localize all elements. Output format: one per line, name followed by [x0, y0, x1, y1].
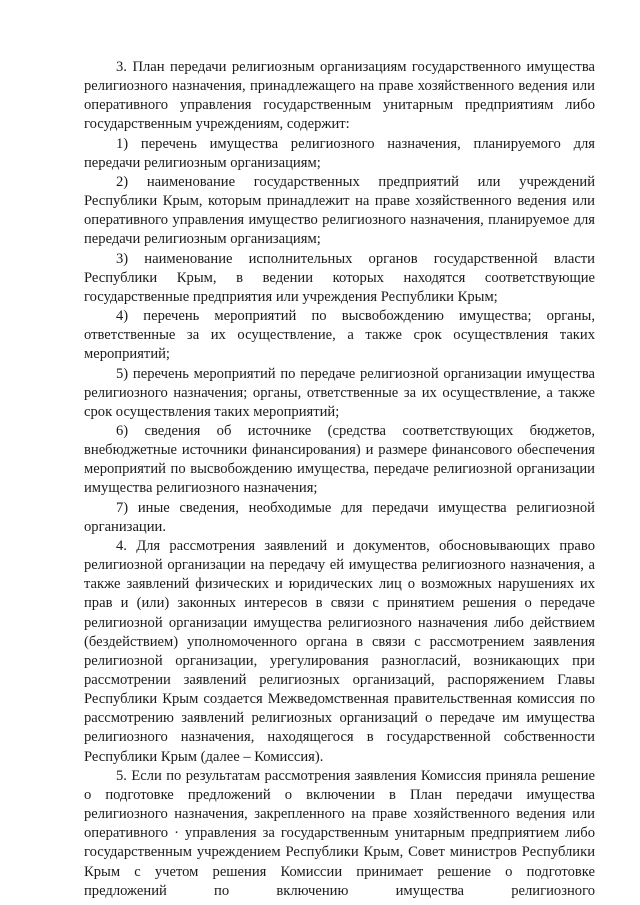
list-item-7: 7) иные сведения, необходимые для передачи имущества религиозной организации.	[84, 499, 595, 535]
paragraph-3: 3. План передачи религиозным организациям государственного имущества религиозного назначения, принадлежащего на праве хозяйственного ведения или оперативного управления государственным унитарным предприятиям либо государственным учреждениям, содержит:	[84, 59, 595, 133]
document-page	[84, 58, 595, 901]
list-item-1: 1) перечень имущества религиозного назначения, планируемого для передачи религиозным организациям;	[84, 135, 595, 171]
paragraph-4: 4. Для рассмотрения заявлений и документов, обосновывающих право религиозной организации на передачу ей имущества религиозного назначения, а также заявлений физических и юридических лиц о возможных нарушениях их прав и (или) законных интересов в связи с принятием решения о передаче религиозной организации имущества религиозного назначения либо действием (бездействием) уполномоченного органа в связи с рассмотрением заявления религиозной организации, урегулирования разногласий, возникающих при рассмотрении заявлений религиозных организаций, распоряжением Главы Республики Крым создается Межведомственная правительственная комиссия по рассмотрению заявлений религиозных организаций о передаче им имущества религиозного назначения, находящегося в государственной собственности Республики Крым (далее – Комиссия).	[84, 537, 595, 765]
list-item-4: 4) перечень мероприятий по высвобождению имущества; органы, ответственные за их осуществление, а также срок осуществления таких мероприятий;	[84, 308, 595, 363]
list-item-2: 2) наименование государственных предприятий или учреждений Республики Крым, которым принадлежит на праве хозяйственного ведения или оперативного управления имущество религиозного назначения, планируемое для передачи религиозным организациям;	[84, 173, 595, 248]
list-item-3: 3) наименование исполнительных органов государственной власти Республики Крым, в ведении которых находятся соответствующие государственные предприятия или учреждения Республики Крым;	[84, 250, 595, 305]
paragraph-5: 5. Если по результатам рассмотрения заявления Комиссия приняла решение о подготовке предложений о включении в План передачи имущества религиозного назначения, закрепленного на праве хозяйственного ведения или оперативного · управления за государственным унитарным предприятием либо государственным учреждением Республики Крым, Совет министров Республики Крым с учетом решения Комиссии принимает решение о подготовке предложений по включению имущества религиозного	[84, 767, 595, 899]
list-item-5: 5) перечень мероприятий по передаче религиозной организации имущества религиозного назначения; органы, ответственные за их осуществление, а также срок осуществления таких мероприятий;	[84, 365, 595, 420]
list-item-6: 6) сведения об источнике (средства соответствующих бюджетов, внебюджетные источники финансирования) и размере финансового обеспечения мероприятий по высвобождению имущества, передаче религиозной организации имущества религиозного назначения;	[84, 422, 595, 497]
